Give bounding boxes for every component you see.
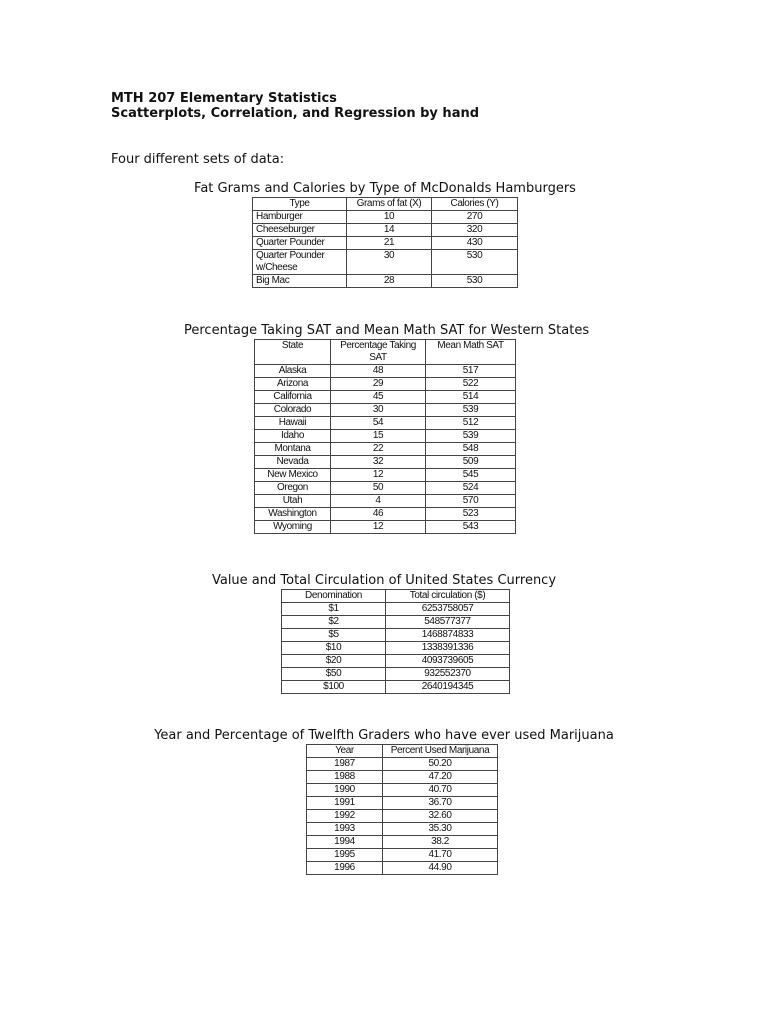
calories-cell: 270 bbox=[432, 211, 518, 224]
math-sat-cell: 548 bbox=[426, 443, 516, 456]
fat-grams-cell: 21 bbox=[347, 237, 432, 250]
percent-cell: 32 bbox=[331, 456, 426, 469]
denomination-cell: $1 bbox=[282, 603, 386, 616]
currency-table bbox=[281, 589, 510, 694]
calories-cell: 530 bbox=[432, 250, 518, 275]
table-row bbox=[282, 668, 510, 681]
math-sat-cell: 509 bbox=[426, 456, 516, 469]
table-row bbox=[307, 823, 498, 836]
denomination-cell: $100 bbox=[282, 681, 386, 694]
percent-cell: 50 bbox=[331, 482, 426, 495]
table-row bbox=[282, 629, 510, 642]
math-sat-cell: 522 bbox=[426, 378, 516, 391]
column-header: Year bbox=[307, 745, 383, 758]
table-header-row bbox=[255, 340, 516, 365]
table-row bbox=[307, 784, 498, 797]
percent-cell: 46 bbox=[331, 508, 426, 521]
denomination-cell: $20 bbox=[282, 655, 386, 668]
fat-grams-cell: 14 bbox=[347, 224, 432, 237]
table-row bbox=[253, 211, 518, 224]
math-sat-cell: 524 bbox=[426, 482, 516, 495]
table-row bbox=[307, 758, 498, 771]
column-header: Percent Used Marijuana bbox=[383, 745, 498, 758]
percent-cell: 29 bbox=[331, 378, 426, 391]
circulation-cell: 6253758057 bbox=[386, 603, 510, 616]
burger-type-cell: Big Mac bbox=[253, 275, 347, 288]
circulation-cell: 1468874833 bbox=[386, 629, 510, 642]
column-header: Mean Math SAT bbox=[426, 340, 516, 365]
sat-table bbox=[254, 339, 516, 534]
state-cell: California bbox=[255, 391, 331, 404]
table-row bbox=[255, 482, 516, 495]
burger-type-cell: Cheeseburger bbox=[253, 224, 347, 237]
table-row bbox=[255, 456, 516, 469]
table-row bbox=[255, 469, 516, 482]
burger-type-cell: Quarter Pounder w/Cheese bbox=[253, 250, 347, 275]
intro-text: Four different sets of data: bbox=[111, 152, 285, 167]
table-row bbox=[255, 495, 516, 508]
percent-cell: 22 bbox=[331, 443, 426, 456]
year-cell: 1993 bbox=[307, 823, 383, 836]
burger-type-cell: Hamburger bbox=[253, 211, 347, 224]
year-cell: 1995 bbox=[307, 849, 383, 862]
percent-used-cell: 41.70 bbox=[383, 849, 498, 862]
table-row bbox=[255, 508, 516, 521]
percent-cell: 15 bbox=[331, 430, 426, 443]
math-sat-cell: 570 bbox=[426, 495, 516, 508]
percent-cell: 12 bbox=[331, 469, 426, 482]
math-sat-cell: 512 bbox=[426, 417, 516, 430]
percent-cell: 45 bbox=[331, 391, 426, 404]
percent-cell: 4 bbox=[331, 495, 426, 508]
calories-cell: 430 bbox=[432, 237, 518, 250]
math-sat-cell: 517 bbox=[426, 365, 516, 378]
course-title: MTH 207 Elementary Statistics bbox=[111, 91, 337, 106]
year-cell: 1987 bbox=[307, 758, 383, 771]
math-sat-cell: 545 bbox=[426, 469, 516, 482]
table-row bbox=[282, 655, 510, 668]
year-cell: 1988 bbox=[307, 771, 383, 784]
document-header bbox=[111, 91, 479, 121]
table3-caption: Value and Total Circulation of United States Currency bbox=[211, 573, 557, 588]
column-header: Percentage Taking SAT bbox=[331, 340, 426, 365]
table1-caption: Fat Grams and Calories by Type of McDonalds Hamburgers bbox=[194, 181, 576, 196]
percent-used-cell: 50.20 bbox=[383, 758, 498, 771]
year-cell: 1992 bbox=[307, 810, 383, 823]
column-header: State bbox=[255, 340, 331, 365]
assignment-title: Scatterplots, Correlation, and Regression by hand bbox=[111, 106, 480, 121]
year-cell: 1994 bbox=[307, 836, 383, 849]
column-header: Calories (Y) bbox=[432, 198, 518, 211]
table-row bbox=[307, 849, 498, 862]
table-header-row bbox=[307, 745, 498, 758]
percent-cell: 30 bbox=[331, 404, 426, 417]
state-cell: Wyoming bbox=[255, 521, 331, 534]
table-row bbox=[255, 521, 516, 534]
circulation-cell: 932552370 bbox=[386, 668, 510, 681]
column-header: Grams of fat (X) bbox=[347, 198, 432, 211]
percent-cell: 48 bbox=[331, 365, 426, 378]
table-row bbox=[307, 836, 498, 849]
table4-caption: Year and Percentage of Twelfth Graders who have ever used Marijuana bbox=[154, 728, 614, 743]
percent-used-cell: 38.2 bbox=[383, 836, 498, 849]
state-cell: New Mexico bbox=[255, 469, 331, 482]
table-row bbox=[307, 771, 498, 784]
table-row bbox=[253, 237, 518, 250]
math-sat-cell: 539 bbox=[426, 430, 516, 443]
burger-type-cell: Quarter Pounder bbox=[253, 237, 347, 250]
table-row bbox=[307, 862, 498, 875]
fat-calories-table bbox=[252, 197, 518, 288]
calories-cell: 530 bbox=[432, 275, 518, 288]
state-cell: Idaho bbox=[255, 430, 331, 443]
percent-used-cell: 47.20 bbox=[383, 771, 498, 784]
state-cell: Oregon bbox=[255, 482, 331, 495]
fat-grams-cell: 28 bbox=[347, 275, 432, 288]
column-header: Type bbox=[253, 198, 347, 211]
math-sat-cell: 514 bbox=[426, 391, 516, 404]
math-sat-cell: 539 bbox=[426, 404, 516, 417]
table-row bbox=[255, 391, 516, 404]
state-cell: Montana bbox=[255, 443, 331, 456]
percent-used-cell: 35.30 bbox=[383, 823, 498, 836]
table-row bbox=[282, 642, 510, 655]
percent-cell: 12 bbox=[331, 521, 426, 534]
table-row bbox=[253, 250, 518, 275]
state-cell: Washington bbox=[255, 508, 331, 521]
table-row bbox=[255, 365, 516, 378]
fat-grams-cell: 30 bbox=[347, 250, 432, 275]
state-cell: Nevada bbox=[255, 456, 331, 469]
year-cell: 1990 bbox=[307, 784, 383, 797]
table-row bbox=[255, 417, 516, 430]
calories-cell: 320 bbox=[432, 224, 518, 237]
circulation-cell: 4093739605 bbox=[386, 655, 510, 668]
state-cell: Arizona bbox=[255, 378, 331, 391]
year-cell: 1996 bbox=[307, 862, 383, 875]
table-row bbox=[255, 378, 516, 391]
table-row bbox=[255, 404, 516, 417]
table-row bbox=[255, 430, 516, 443]
math-sat-cell: 543 bbox=[426, 521, 516, 534]
table-row bbox=[253, 275, 518, 288]
math-sat-cell: 523 bbox=[426, 508, 516, 521]
state-cell: Colorado bbox=[255, 404, 331, 417]
column-header: Total circulation ($) bbox=[386, 590, 510, 603]
state-cell: Alaska bbox=[255, 365, 331, 378]
table2-caption: Percentage Taking SAT and Mean Math SAT for Western States bbox=[184, 323, 590, 338]
table-row bbox=[253, 224, 518, 237]
table-row bbox=[282, 681, 510, 694]
state-cell: Hawaii bbox=[255, 417, 331, 430]
column-header: Denomination bbox=[282, 590, 386, 603]
denomination-cell: $50 bbox=[282, 668, 386, 681]
circulation-cell: 548577377 bbox=[386, 616, 510, 629]
percent-used-cell: 44.90 bbox=[383, 862, 498, 875]
percent-used-cell: 40.70 bbox=[383, 784, 498, 797]
fat-grams-cell: 10 bbox=[347, 211, 432, 224]
state-cell: Utah bbox=[255, 495, 331, 508]
table-row bbox=[282, 616, 510, 629]
circulation-cell: 2640194345 bbox=[386, 681, 510, 694]
denomination-cell: $5 bbox=[282, 629, 386, 642]
denomination-cell: $2 bbox=[282, 616, 386, 629]
table-row bbox=[307, 797, 498, 810]
denomination-cell: $10 bbox=[282, 642, 386, 655]
percent-cell: 54 bbox=[331, 417, 426, 430]
percent-used-cell: 32.60 bbox=[383, 810, 498, 823]
table-row bbox=[282, 603, 510, 616]
table-row bbox=[307, 810, 498, 823]
table-header-row bbox=[253, 198, 518, 211]
circulation-cell: 1338391336 bbox=[386, 642, 510, 655]
table-row bbox=[255, 443, 516, 456]
marijuana-table bbox=[306, 744, 498, 875]
year-cell: 1991 bbox=[307, 797, 383, 810]
percent-used-cell: 36.70 bbox=[383, 797, 498, 810]
table-header-row bbox=[282, 590, 510, 603]
